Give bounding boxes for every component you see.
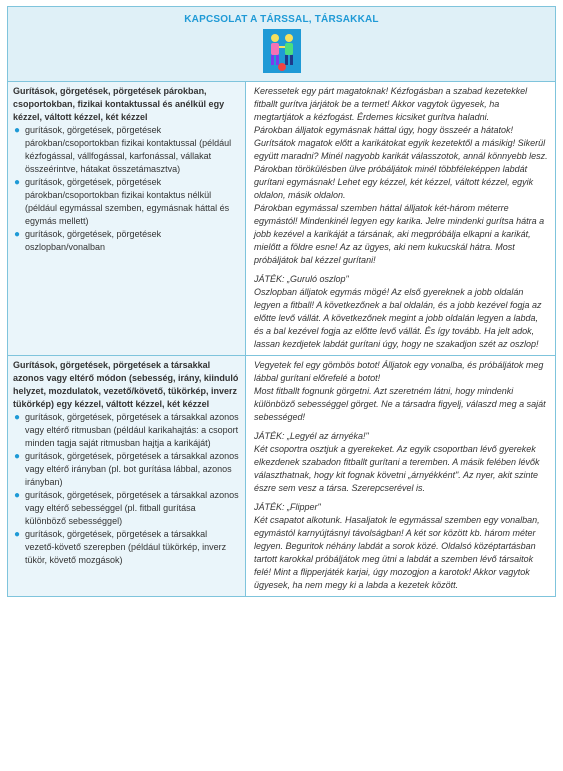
bullet-icon: ●	[14, 125, 21, 136]
skill-cell	[8, 356, 246, 596]
bullet-icon: ●	[14, 177, 21, 188]
activity-table	[7, 6, 556, 597]
skill-list	[13, 124, 239, 254]
list-item: ● gurítások, görgetések, pörgetések párokban/csoportokban fizikai kontaktussal (például kézfogással, vállfogással, karfonással, vállakat összeérintve, hátakat összetámasztva)	[14, 125, 232, 174]
list-item: ● gurítások, görgetések, pörgetések a társakkal azonos vagy eltérő sebességgel (pl. fitball gurítása különböző sebességgel)	[14, 490, 239, 526]
activity-paragraph: Most fitballt fognunk görgetni. Azt szeretném látni, hogy mindenki különböző sebességgel görget. Ne a társadra figyelj, válaszd meg a saját sebességed!	[254, 386, 546, 422]
bullet-icon: ●	[14, 229, 21, 240]
game-title: JÁTÉK: „Legyél az árnyéka!"	[254, 431, 369, 441]
bullet-icon: ●	[14, 412, 21, 423]
activity-paragraph: Keressetek egy párt magatoknak! Kézfogásban a szabad kezetekkel fitballt gurítva járjátok be a termet! Akkor vagytok ügyesek, ha megtartjátok a kézfogást. Érdemes kicsiket gurítva haladni.	[254, 86, 528, 122]
list-item: ● gurítások, görgetések, pörgetések a társakkal azonos vagy eltérő irányban (pl. bot gurítása lábbal, azonos irányban)	[14, 451, 239, 487]
list-item: ● gurítások, görgetések, pörgetések oszlopban/vonalban	[14, 229, 162, 252]
activity-paragraph: Párokban álljatok egymásnak háttal úgy, hogy összeér a hátatok! Gurítsátok magatok előtt a karikátokat egyik kezetektől a másikig! Sikerül együtt maradni? Minél nagyobb karikát válasszotok, annál könnyebb lesz.	[254, 125, 548, 161]
activity-paragraph: Két csapatot alkotunk. Hasaljatok le egymással szemben egy vonalban, egymástól karnyújtásnyi távolságban! A két sor között kb. három méter legyen. Beguritok néhány labdát a sorok közé. Oldalsó középtartásban tartott karokkal próbáljátok meg ütni a labdát a szemben lévő társaitok felé! Mint a flipperjáték karjai, úgy mozogjon a karotok! Akkor vagytok ügyesek, ha nem megy ki a labda a kezetek között.	[254, 515, 540, 590]
bullet-icon: ●	[14, 490, 21, 501]
game-title: JÁTÉK: „Guruló oszlop"	[254, 274, 349, 284]
table-row	[8, 82, 555, 356]
table-header	[8, 7, 555, 82]
skill-list	[13, 411, 239, 567]
activity-paragraph: Vegyetek fel egy gömbös botot! Álljatok egy vonalba, és próbáljátok meg lábbal gurítani előrefelé a botot!	[254, 360, 544, 383]
activity-paragraph: Két csoportra osztjuk a gyerekeket. Az egyik csoportban lévő gyerekek elkezdenek szabadon fitballt gurítani a teremben. A másik felében lévők választhatnak, hogy kit fognak követni „árnyékként". Az nyer, akit szinte észre sem vesz a társa. Szerepcserével is.	[254, 444, 540, 493]
bullet-icon: ●	[14, 451, 21, 462]
activity-cell	[246, 82, 555, 355]
activity-paragraph: Párokban egymással szemben háttal álljatok két-három méterre egymástól! Mindenkinél legyen egy karika. Jelre mindenki gurítsa hátra a jobb kezével a karikáját a társának, aki megpróbálja elkapni a karikát, mielőtt a földre esne! Az az ügyes, aki nem kukucskál hátra. Most próbáljátok bal kézzel gurítani!	[254, 203, 545, 265]
children-group-icon	[263, 29, 301, 78]
page-title: KAPCSOLAT A TÁRSSAL, TÁRSAKKAL	[184, 14, 379, 25]
skill-heading: Gurítások, görgetések, pörgetések párokban, csoportokban, fizikai kontaktussal és anélkül egy kézzel, váltott kézzel, két kézzel	[13, 86, 225, 122]
skill-heading: Gurítások, görgetések, pörgetések a társakkal azonos vagy eltérő módon (sebesség, irány, kiinduló helyzet, mozdulatok, vezető/követő, tükörkép, inverz tükörkép) egy kézzel, váltott kézzel, két kézzel	[13, 360, 239, 409]
activity-cell	[246, 356, 555, 596]
list-item: ● gurítások, görgetések, pörgetések a társakkal azonos vagy eltérő ritmusban (például karikahajtás: a csoport minden tagja saját ritmusban hajtja a karikáját)	[14, 412, 239, 448]
activity-paragraph: Párokban törökülésben ülve próbáljátok minél többféleképpen labdát gurítani egymásnak! Lehet egy kézzel, két kézzel, váltott kézzel, egyik oldalon, másik oldalon.	[254, 164, 534, 200]
bullet-icon: ●	[14, 529, 21, 540]
skill-cell	[8, 82, 246, 355]
table-row	[8, 356, 555, 596]
list-item: ● gurítások, görgetések, pörgetések párokban/csoportokban fizikai kontaktus nélkül (például egymással szemben, egymásnak háttal és egymás mellett)	[14, 177, 230, 226]
activity-paragraph: Oszlopban álljatok egymás mögé! Az első gyereknek a jobb oldalán legyen a fitball! A következőnek a bal oldalán, és a jobb kezével fogja az előtte levő vállát. A következőnek megint a jobb oldalán legyen a labda, és a bal kezével fogja az előtte levő vállát. És így tovább. Ha jelt adok, lassan kezdjetek labdát gurítani úgy, hogy ne szakadjon szét az oszlop!	[254, 287, 542, 349]
list-item: ● gurítások, görgetések, pörgetések a társakkal vezető-követő szerepben (például tükörkép, inverz tükör, követő mozgások)	[14, 529, 227, 565]
game-title: JÁTÉK: „Flipper"	[254, 502, 321, 512]
